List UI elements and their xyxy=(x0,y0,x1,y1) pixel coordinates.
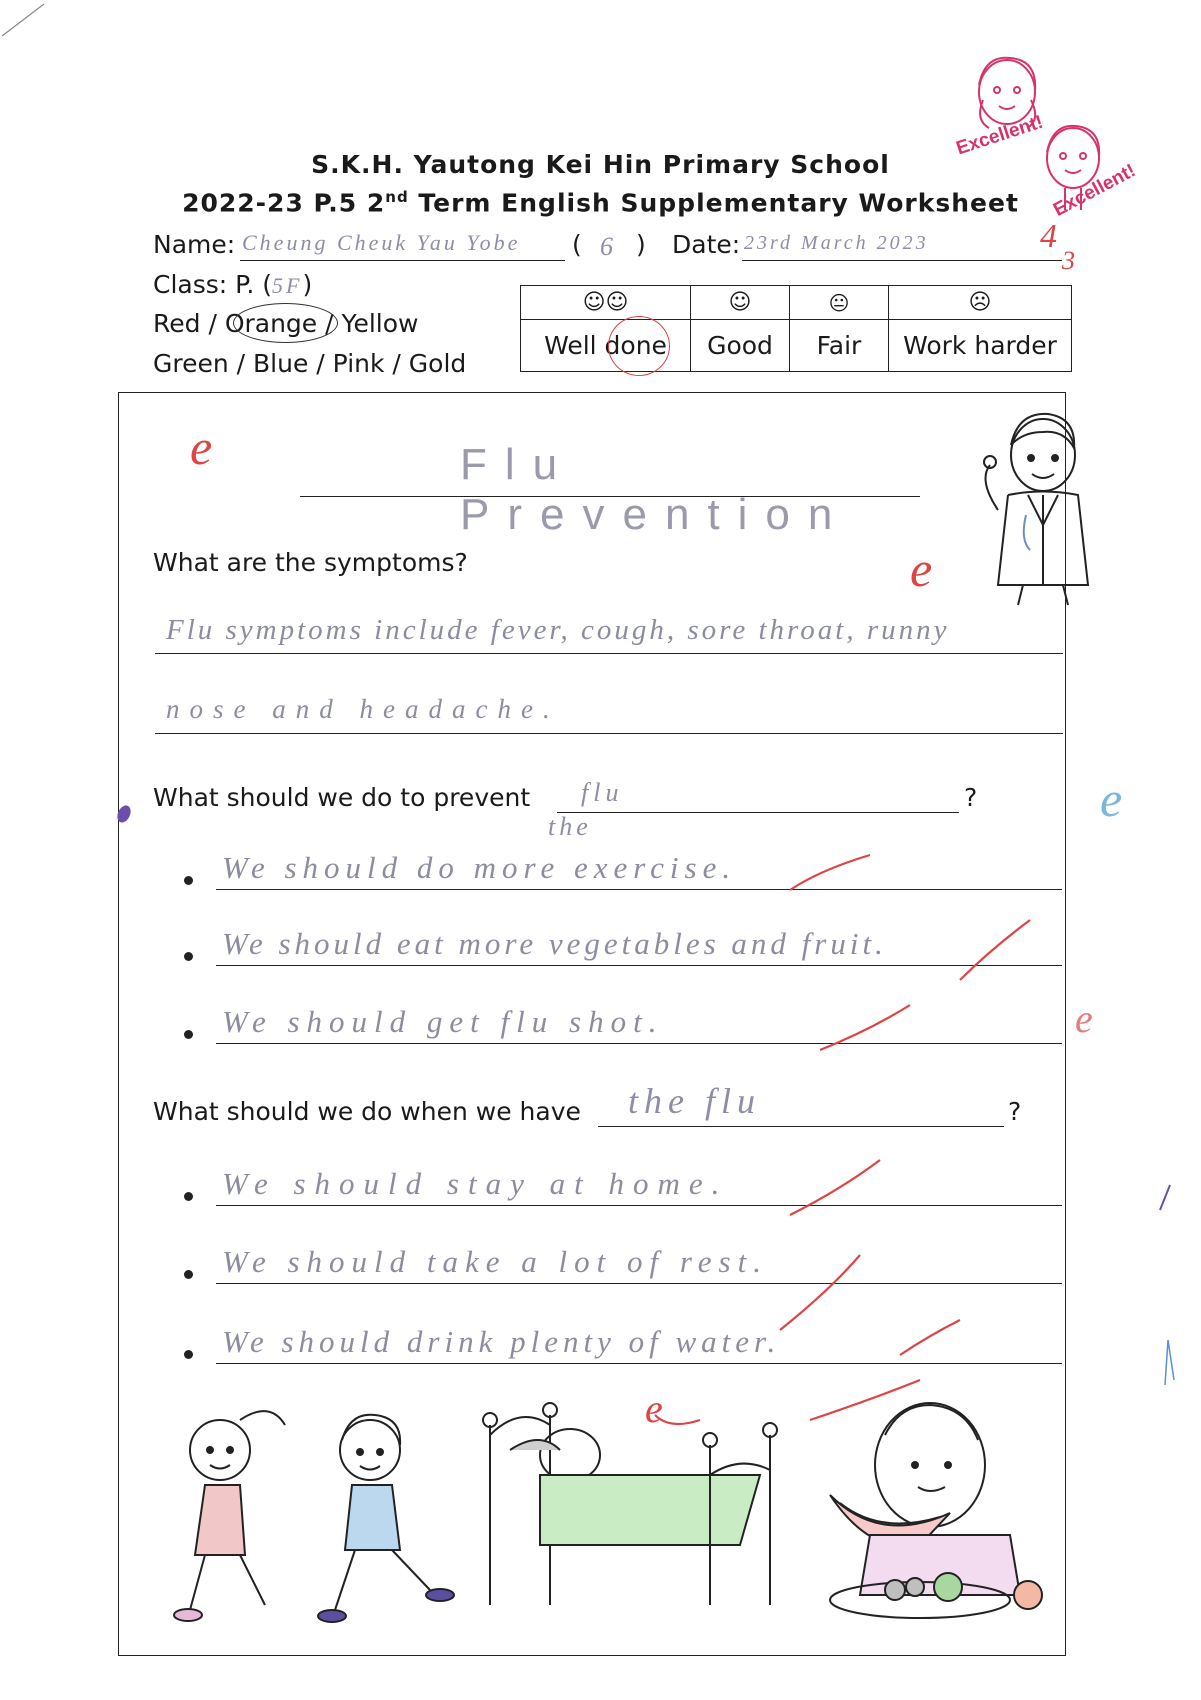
class-label: Class: P. (5F) xyxy=(153,270,313,299)
house-selected-circle xyxy=(233,303,338,343)
prevent-fill-field[interactable]: flu xyxy=(557,782,959,813)
bullet xyxy=(184,952,193,961)
teacher-mark-e-1: e xyxy=(190,419,213,475)
rating-table xyxy=(520,285,1072,372)
score-mark: 4 xyxy=(1040,218,1057,255)
rating-well-done[interactable]: Well done xyxy=(521,320,691,372)
margin-pencil-marks xyxy=(1150,1180,1190,1410)
prevent-answer-1[interactable]: We should do more exercise. xyxy=(222,850,737,885)
name-field[interactable]: Cheung Cheuk Yau Yobe xyxy=(240,230,565,261)
bullet xyxy=(184,876,193,885)
answer-line-1a xyxy=(155,652,1063,654)
rating-good[interactable]: Good xyxy=(691,320,790,372)
question-symptoms: What are the symptoms? xyxy=(153,548,468,577)
date-label: Date: xyxy=(672,230,741,259)
answer-line xyxy=(216,1042,1062,1044)
score-mark-2: 3 xyxy=(1062,246,1075,275)
rating-work-harder[interactable]: Work harder xyxy=(889,320,1072,372)
well-done-icon: ☺☺ xyxy=(521,286,691,320)
house-line-2: Green / Blue / Pink / Gold xyxy=(153,349,467,378)
work-harder-icon: ☹ xyxy=(889,286,1072,320)
child-eating-fruit-illustration xyxy=(800,1395,1050,1625)
bullet xyxy=(184,1030,193,1039)
when-have-fill-field[interactable]: the flu xyxy=(598,1096,1004,1127)
answer-symptoms-1[interactable]: Flu symptoms include fever, cough, sore throat, runny xyxy=(166,614,950,646)
teacher-mark-e-2: e xyxy=(910,541,933,597)
fair-icon: 😐 xyxy=(790,286,889,320)
stamp-text-2: Excellent! xyxy=(1050,160,1140,221)
bullet xyxy=(184,1270,193,1279)
answer-line xyxy=(216,1362,1062,1364)
teacher-mark-e-4: e xyxy=(1075,996,1093,1041)
have-answer-3[interactable]: We should drink plenty of water. xyxy=(222,1324,781,1359)
answer-line-1b xyxy=(155,732,1063,734)
rating-fair[interactable]: Fair xyxy=(790,320,889,372)
answer-line xyxy=(216,1282,1062,1284)
school-title: S.K.H. Yautong Kei Hin Primary School xyxy=(311,150,890,179)
answer-symptoms-2[interactable]: nose and headache. xyxy=(166,694,560,724)
have-answer-1[interactable]: We should stay at home. xyxy=(222,1166,729,1201)
answer-line xyxy=(216,964,1062,966)
children-running-illustration xyxy=(160,1390,490,1640)
bullet xyxy=(184,1192,193,1201)
sick-in-bed-illustration xyxy=(480,1395,800,1615)
name-label: Name: xyxy=(153,230,236,259)
bullet xyxy=(184,1350,193,1359)
date-field[interactable]: 23rd March 2023 xyxy=(742,230,1062,261)
answer-line xyxy=(216,1204,1062,1206)
worksheet-title-text: Flu Prevention xyxy=(460,440,851,539)
answer-line xyxy=(216,888,1062,890)
rating-selected-circle xyxy=(608,316,670,376)
doctor-illustration xyxy=(968,400,1118,610)
question-prevent: What should we do to prevent xyxy=(153,783,531,812)
house-line-1: Red / Orange / Yellow xyxy=(153,309,419,338)
teacher-mark-e-5: e xyxy=(645,1386,663,1431)
class-number-field[interactable]: 6 xyxy=(600,232,616,261)
corner-mark xyxy=(0,0,60,40)
good-icon: ☺ xyxy=(691,286,790,320)
prevent-answer-2[interactable]: We should eat more vegetables and fruit. xyxy=(222,926,887,961)
prevent-insert-the: the xyxy=(548,812,592,841)
prevent-answer-3[interactable]: We should get flu shot. xyxy=(222,1004,664,1039)
question-when-have: What should we do when we have xyxy=(153,1097,581,1126)
have-answer-2[interactable]: We should take a lot of rest. xyxy=(222,1244,768,1279)
teacher-mark-e-3: e xyxy=(1100,771,1123,827)
stamp-text-1: Excellent! xyxy=(953,111,1046,160)
class-value: 5F xyxy=(271,273,303,298)
title-field[interactable] xyxy=(300,440,920,539)
worksheet-title: 2022-23 P.5 2nd Term English Supplementary Worksheet xyxy=(182,188,1019,218)
